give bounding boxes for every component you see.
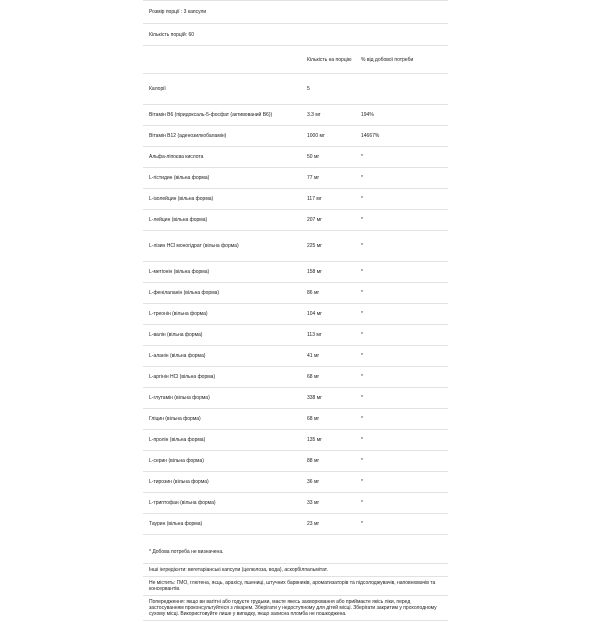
nutrient-daily-value: * <box>361 416 363 422</box>
nutrient-amount: 36 мг <box>307 479 320 485</box>
table-row <box>143 472 448 493</box>
table-header-row <box>143 46 448 74</box>
nutrient-daily-value: * <box>361 311 363 317</box>
nutrient-amount: 68 мг <box>307 416 320 422</box>
table-row <box>143 325 448 346</box>
nutrient-name: Альфа-ліпоєва кислота <box>149 154 204 160</box>
nutrient-daily-value: * <box>361 269 363 275</box>
table-row <box>143 346 448 367</box>
nutrient-amount: 104 мг <box>307 311 322 317</box>
nutrient-name: L-ізолейцин (вільна форма) <box>149 196 214 202</box>
nutrient-daily-value: 14667% <box>361 133 380 139</box>
nutrient-name: L-фенілаланін (вільна форма) <box>149 290 220 296</box>
nutrient-amount: 135 мг <box>307 437 322 443</box>
table-row <box>143 74 448 105</box>
nutrient-daily-value: * <box>361 479 363 485</box>
table-row <box>143 367 448 388</box>
nutrient-amount: 86 мг <box>307 290 320 296</box>
table-row <box>143 514 448 535</box>
table-row <box>143 262 448 283</box>
nutrient-amount: 117 мг <box>307 196 322 202</box>
nutrient-daily-value: * <box>361 290 363 296</box>
supplement-facts-table <box>143 0 448 535</box>
nutrient-name: L-глутамін (вільна форма) <box>149 395 210 401</box>
footnote: * Добова потреба не визначена. <box>143 540 448 564</box>
nutrient-name: Вітамін B6 (піридоксаль-5-фосфат (активований B6)) <box>149 112 273 118</box>
nutrient-amount: 3.3 мг <box>307 112 321 118</box>
nutrient-amount: 1000 мг <box>307 133 325 139</box>
serving-size-text: Розмір порції : 3 капсули <box>149 9 207 15</box>
servings-per-container-row <box>143 24 448 46</box>
nutrient-amount: 158 мг <box>307 269 322 275</box>
other-ingredients: Інші інгредієнти: вегетаріанські капсули (целюлоза, вода), аскорбілпальмітат. <box>143 564 448 577</box>
notes-section <box>143 540 448 621</box>
table-row <box>143 147 448 168</box>
nutrient-amount: 50 мг <box>307 154 320 160</box>
nutrient-name: L-серин (вільна форма) <box>149 458 204 464</box>
nutrient-amount: 33 мг <box>307 500 320 506</box>
header-per-serving: Кількість на порцію <box>307 56 352 63</box>
nutrient-name: L-валін (вільна форма) <box>149 332 203 338</box>
nutrient-name: L-тирозин (вільна форма) <box>149 479 209 485</box>
nutrient-name: Вітамін B12 (аденозилкобаламін) <box>149 133 227 139</box>
nutrient-daily-value: * <box>361 353 363 359</box>
header-daily-value: % від добової потреби <box>361 56 414 63</box>
nutrient-name: L-аргінін HCl (вільна форма) <box>149 374 216 380</box>
nutrient-amount: 68 мг <box>307 374 320 380</box>
nutrient-daily-value: * <box>361 243 363 249</box>
nutrient-amount: 338 мг <box>307 395 322 401</box>
nutrient-name: L-гістидин (вільна форма) <box>149 175 210 181</box>
nutrient-daily-value: * <box>361 196 363 202</box>
serving-size-row <box>143 1 448 24</box>
nutrient-name: L-треонін (вільна форма) <box>149 311 208 317</box>
table-row <box>143 105 448 126</box>
nutrient-amount: 113 мг <box>307 332 322 338</box>
nutrient-amount: 23 мг <box>307 521 320 527</box>
nutrient-daily-value: * <box>361 458 363 464</box>
table-row <box>143 210 448 231</box>
nutrient-amount: 41 мг <box>307 353 320 359</box>
nutrient-daily-value: * <box>361 374 363 380</box>
nutrient-name: Гліцин (вільна форма) <box>149 416 201 422</box>
nutrient-amount: 225 мг <box>307 243 322 249</box>
nutrient-name: Калорії <box>149 86 166 92</box>
nutrient-daily-value: * <box>361 154 363 160</box>
nutrient-daily-value: * <box>361 437 363 443</box>
nutrient-name: L-метіонін (вільна форма) <box>149 269 210 275</box>
nutrient-name: L-лізин HCl моногідрат (вільна форма) <box>149 243 239 249</box>
nutrient-daily-value: * <box>361 217 363 223</box>
table-row <box>143 126 448 147</box>
nutrient-daily-value: * <box>361 332 363 338</box>
nutrient-amount: 207 мг <box>307 217 322 223</box>
nutrient-name: L-пролін (вільна форма) <box>149 437 206 443</box>
nutrient-amount: 88 мг <box>307 458 320 464</box>
nutrient-amount: 77 мг <box>307 175 320 181</box>
table-row <box>143 430 448 451</box>
table-row <box>143 304 448 325</box>
table-row <box>143 189 448 210</box>
nutrient-name: L-триптофан (вільна форма) <box>149 500 216 506</box>
nutrient-daily-value: * <box>361 175 363 181</box>
nutrient-name: L-аланін (вільна форма) <box>149 353 206 359</box>
table-row <box>143 168 448 189</box>
table-row <box>143 231 448 262</box>
nutrient-amount: 5 <box>307 86 310 92</box>
nutrient-daily-value: 194% <box>361 112 374 118</box>
warning-text: Попередження: якщо ви вагітні або годуєте грудьми, маєте якесь захворювання або приймаєте якісь ліки, перед застосуванням проконсультуйтеся з лікарем. Зберігати у недоступному для дітей місці. Зберігати закритим у прохолодному сухому місці. Використовуйте лише у випадку, якщо захисна пломба не пошкоджена. <box>143 596 448 621</box>
nutrient-name: L-лейцин (вільна форма) <box>149 217 208 223</box>
nutrient-daily-value: * <box>361 521 363 527</box>
nutrient-name: Таурин (вільна форма) <box>149 521 203 527</box>
nutrient-daily-value: * <box>361 500 363 506</box>
nutrient-daily-value: * <box>361 395 363 401</box>
free-from-list: Не містить: ГМО, глютена, яєць, арахісу, пшениці, штучних барвників, ароматизаторів та підсолоджувачів, наповнювачів та консервантів. <box>143 577 448 596</box>
table-row <box>143 493 448 514</box>
servings-per-container-text: Кількість порцій: 60 <box>149 31 195 38</box>
table-row <box>143 451 448 472</box>
table-row <box>143 283 448 304</box>
table-row <box>143 388 448 409</box>
table-row <box>143 409 448 430</box>
